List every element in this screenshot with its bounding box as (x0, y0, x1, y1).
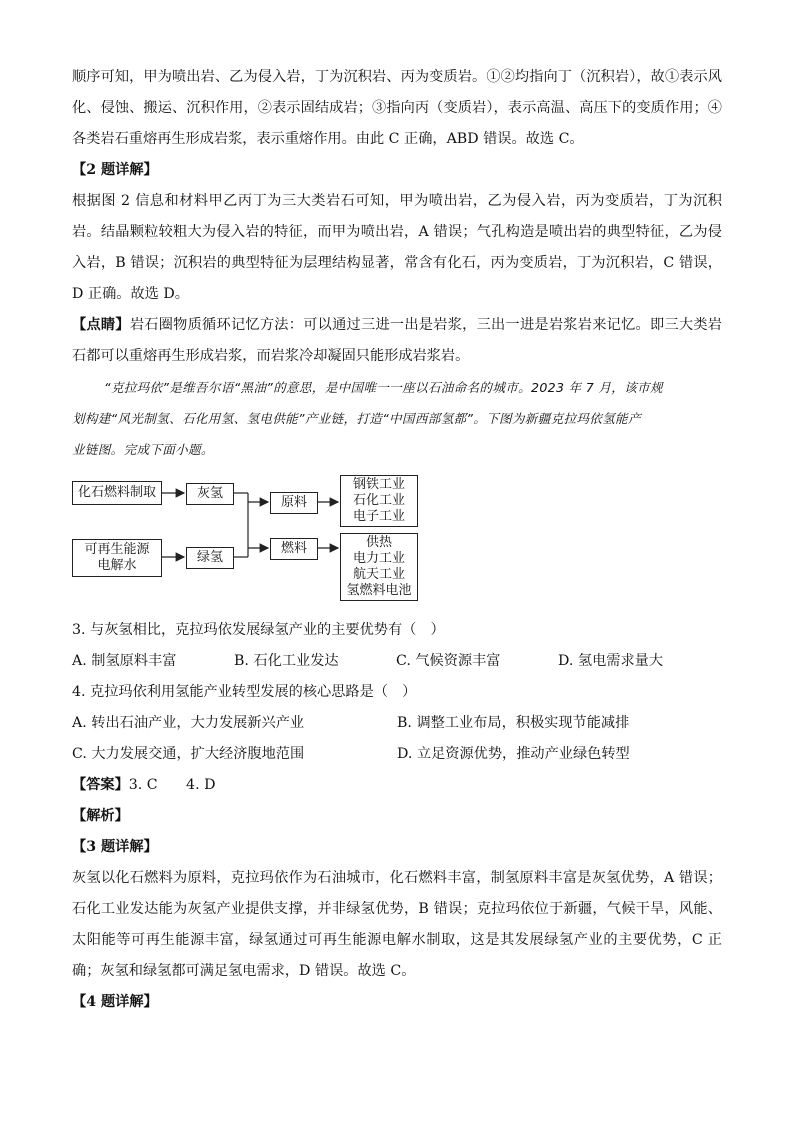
question-4-stem: 4. 克拉玛依利用氢能产业转型发展的核心思路是（ ） (72, 684, 417, 700)
industry-petrochemical: 石化工业 (352, 493, 405, 508)
answer-tag: 【答案】 (72, 777, 129, 793)
answer-text: 3. C 4. D (128, 777, 216, 793)
paragraph-q1-explanation: 顺序可知，甲为喷出岩、乙为侵入岩，丁为沉积岩、丙为变质岩。①②均指向丁（沉积岩），故①表示风化、侵蚀、搬运、沉积作用，②表示固结成岩；③指向丙（变质岩），表示高温、高压下的变质作用；④各类岩石重熔再生形成岩浆，表示重熔作用。由此 C 正确，ABD 错误。故选 C。 (72, 69, 722, 147)
tip-tag: 【点睛】 (72, 317, 130, 333)
hydrogen-industry-chain-diagram (72, 475, 432, 605)
use-heating: 供热 (365, 535, 392, 550)
material-intro-line2: 划构建“风光制氢、石化用氢、氢电供能”产业链，打造“中国西部氢都”。下图为新疆克拉玛依氢能产 (72, 411, 641, 426)
tip-text: 岩石圈物质循环记忆方法：可以通过三进一出是岩浆，三出一进是岩浆岩来记忆。即三大类岩石都可以重熔再生形成岩浆，而岩浆冷却凝固只能形成岩浆岩。 (72, 317, 722, 364)
box-fuel: 燃料 (270, 538, 318, 560)
renew-label-line1: 可再生能源 (84, 542, 150, 557)
analysis-heading: 【解析】 (72, 808, 129, 824)
material-intro-line1: “克拉玛依”是维吾尔语“黑油”的意思，是中国唯一一座以石油命名的城市。2023 年 7 月，该市规 (104, 380, 663, 395)
industry-electronics: 电子工业 (352, 509, 405, 524)
q3-option-a: A. 制氢原料丰富 (72, 653, 177, 669)
box-fossil-fuel: 化石燃料制取 (72, 481, 162, 505)
industry-steel: 钢铁工业 (352, 477, 405, 492)
question-3-options (72, 646, 722, 677)
q3-option-c: C. 气候资源丰富 (396, 653, 501, 669)
renew-label-line2: 电解水 (97, 558, 137, 573)
question-4-options-row2 (72, 739, 722, 770)
use-power: 电力工业 (352, 551, 405, 566)
box-raw-material: 原料 (270, 492, 318, 514)
answer-line (72, 770, 722, 801)
paragraph-q3-explanation: 灰氢以化石燃料为原料，克拉玛依作为石油城市，化石燃料丰富，制氢原料丰富是灰氢优势，A 错误；石化工业发达能为灰氢产业提供支撑，并非绿氢优势，B 错误；克拉玛依位于新疆，气候干旱，风能、太阳能等可再生能源丰富，绿氢通过可再生能源电解水制取，这是其发展绿氢产业的主要优势，C 正确；灰氢和绿氢都可满足氢电需求，D 错误。故选 C。 (72, 870, 722, 979)
q4-option-d: D. 立足资源优势，推动产业绿色转型 (397, 746, 630, 762)
question-4-options-row1 (72, 708, 722, 739)
question-3-stem: 3. 与灰氢相比，克拉玛依发展绿氢产业的主要优势有（ ） (72, 622, 445, 638)
use-fuel-cell: 氢燃料电池 (346, 583, 412, 598)
document-page (72, 62, 722, 1018)
heading-q4-detail: 【4 题详解】 (72, 994, 158, 1010)
paragraph-q2-explanation: 根据图 2 信息和材料甲乙丙丁为三大类岩石可知，甲为喷出岩，乙为侵入岩，丙为变质岩，丁为沉积岩。结晶颗粒较粗大为侵入岩的特征，而甲为喷出岩，A 错误；气孔构造是喷出岩的典型特征，乙为侵入岩，B 错误；沉积岩的典型特征为层理结构显著，常含有化石，丙为变质岩，丁为沉积岩，C 错误，D 正确。故选 D。 (72, 193, 722, 302)
box-green-hydrogen: 绿氢 (186, 547, 234, 569)
use-aerospace: 航天工业 (352, 567, 405, 582)
q3-option-d: D. 氢电需求量大 (558, 653, 664, 669)
material-intro-line3: 业链图。完成下面小题。 (72, 442, 214, 457)
box-grey-hydrogen: 灰氢 (186, 483, 234, 505)
heading-q2-detail: 【2 题详解】 (72, 162, 158, 178)
box-renewable-electrolysis (72, 539, 162, 577)
q4-option-a: A. 转出石油产业，大力发展新兴产业 (72, 715, 305, 731)
heading-q3-detail: 【3 题详解】 (72, 839, 158, 855)
box-industries (340, 475, 418, 527)
q3-option-b: B. 石化工业发达 (234, 653, 339, 669)
q4-option-b: B. 调整工业布局，积极实现节能减排 (397, 715, 630, 731)
tip-paragraph (72, 310, 722, 372)
q4-option-c: C. 大力发展交通，扩大经济腹地范围 (72, 746, 305, 762)
box-fuel-uses (340, 533, 418, 601)
